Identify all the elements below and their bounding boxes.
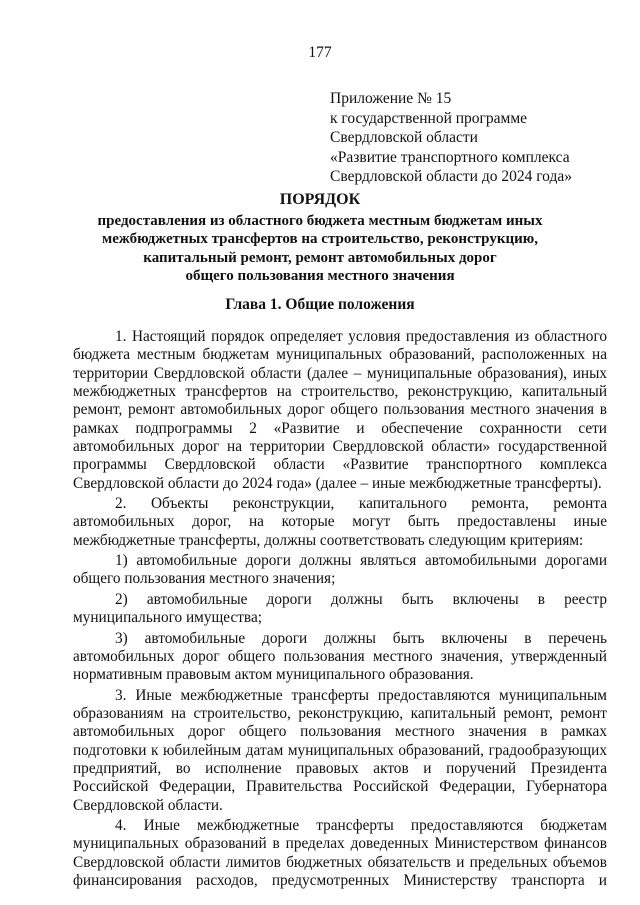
title-line: межбюджетных трансфертов на строительство, реконструкцию, (102, 231, 538, 247)
appendix-line: к государственной программе (330, 109, 528, 127)
criterion-2: 2) автомобильные дороги должны быть включены в реестр муниципального имущества; (73, 590, 607, 627)
paragraph-4: 4. Иные межбюджетные трансферты предоставляются бюджетам муниципальных образований в пределах доведенных Министерством финансов Свердловской области лимитов бюджетных обязательств и предельных объемов финансирования расходов, предусмотренных Министерству транспорта и (73, 816, 607, 889)
appendix-line: Свердловской области (330, 129, 478, 146)
paragraph-2: 2. Объекты реконструкции, капитального ремонта, ремонта автомобильных дорог, на которые могут быть предоставлены иные межбюджетные трансферты, должны соответствовать следующим критериям: (73, 495, 607, 549)
title-main: ПОРЯДОК (279, 191, 361, 208)
title-line: общего пользования местного значения (185, 268, 455, 284)
title-line: капитальный ремонт, ремонт автомобильных дорог (143, 249, 497, 266)
document-body (73, 328, 607, 892)
appendix-line: Приложение № 15 (330, 90, 452, 107)
title-line: предоставления из областного бюджета местным бюджетам иных (97, 212, 543, 229)
appendix-line: «Развитие транспортного комплекса (330, 148, 570, 166)
appendix-line: Свердловской области до 2024 года» (330, 168, 572, 185)
appendix-header (330, 89, 572, 187)
paragraph-1: 1. Настоящий порядок определяет условия предоставления из областного бюджета местным бюджетам муниципальных образований, расположенных на территории Свердловской области (далее – муниципальные образования), иных межбюджетных трансфертов на строительство, реконструкцию, капитальный ремонт, ремонт автомобильных дорог общего пользования местного значения в рамках подпрограммы 2 «Развитие и обеспечение сохранности сети автомобильных дорог на территории Свердловской области» государственной программы Свердловской области «Развитие транспортного комплекса Свердловской области до 2024 года» (далее – иные межбюджетные трансферты). (73, 328, 607, 492)
criterion-3: 3) автомобильные дороги должны быть включены в перечень автомобильных дорог общего пользования местного значения, утвержденный нормативным правовым актом муниципального образования. (73, 629, 607, 684)
criterion-1: 1) автомобильные дороги должны являться автомобильными дорогами общего пользования местного значения; (73, 552, 607, 588)
chapter-heading: Глава 1. Общие положения (225, 296, 415, 313)
paragraph-3: 3. Иные межбюджетные трансферты предоставляются муниципальным образованиям на строительство, реконструкцию, капитальный ремонт, ремонт автомобильных дорог общего пользования местного значения в рамках подготовки к юбилейным датам муниципальных образований, градообразующих предприятий, во исполнение правовых актов и поручений Президента Российской Федерации, Правительства Российской Федерации, Губернатора Свердловской области. (73, 686, 607, 814)
document-title (95, 191, 545, 286)
page-number: 177 (308, 44, 332, 61)
